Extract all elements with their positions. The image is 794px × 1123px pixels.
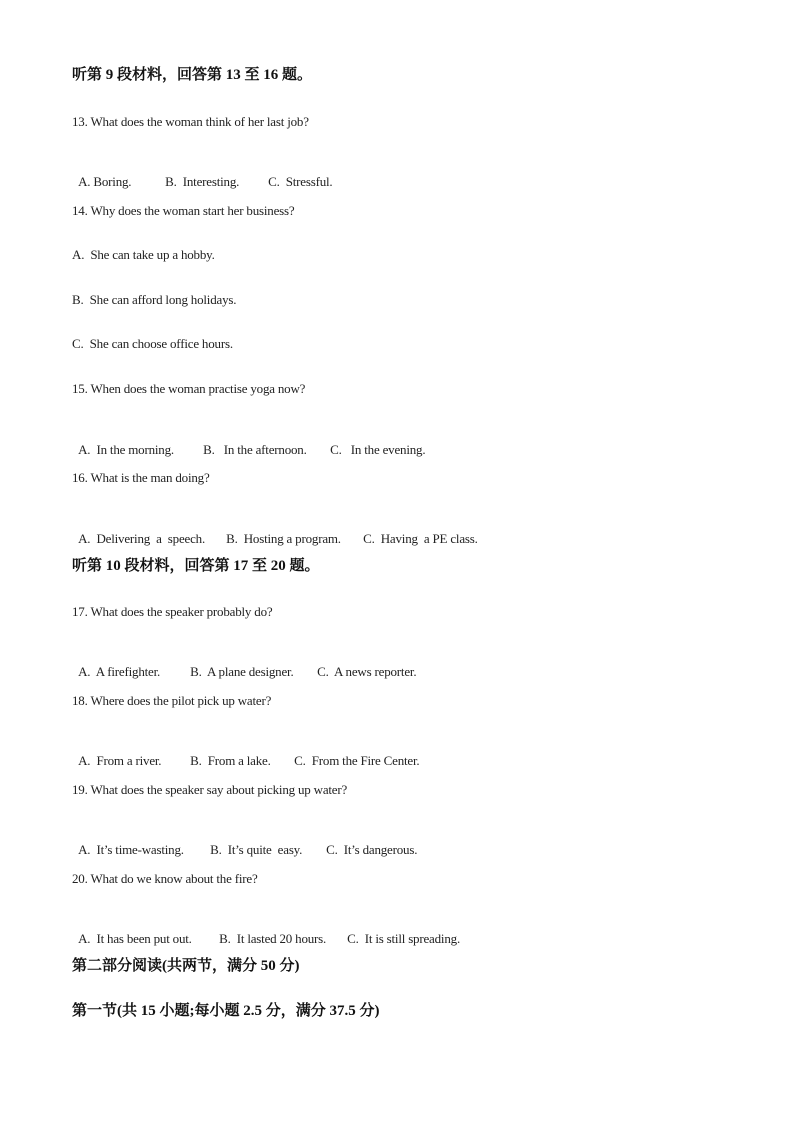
section-one-heading: 第一节(共 15 小题;每小题 2.5 分，满分 37.5 分) xyxy=(72,1003,380,1019)
question-18-options xyxy=(72,737,419,769)
question-14: 14. Why does the woman start her business? xyxy=(72,203,295,218)
option-a: A. It has been put out. xyxy=(78,931,192,946)
question-19-options xyxy=(72,826,417,858)
option-a: A. Delivering a speech. xyxy=(78,531,206,546)
question-16-options xyxy=(72,515,478,547)
option-c: C. In the evening. xyxy=(330,442,426,457)
section-9-heading: 听第 9 段材料，回答第 13 至 16 题。 xyxy=(72,67,313,83)
question-20: 20. What do we know about the fire? xyxy=(72,871,258,886)
question-18: 18. Where does the pilot pick up water? xyxy=(72,693,272,708)
question-14-option-b: B. She can afford long holidays. xyxy=(72,292,237,307)
question-15: 15. When does the woman practise yoga now? xyxy=(72,381,306,396)
question-14-option-c: C. She can choose office hours. xyxy=(72,336,233,351)
question-13: 13. What does the woman think of her last job? xyxy=(72,114,309,129)
question-15-options xyxy=(72,426,425,458)
question-17-options xyxy=(72,648,416,680)
option-c: C. It’s dangerous. xyxy=(326,842,418,857)
option-a: A. Boring. xyxy=(78,174,132,189)
option-b: B. From a lake. xyxy=(190,753,271,768)
option-a: A. In the morning. xyxy=(78,442,174,457)
option-c: C. Having a PE class. xyxy=(363,531,478,546)
question-17: 17. What does the speaker probably do? xyxy=(72,604,273,619)
option-b: B. A plane designer. xyxy=(190,664,294,679)
option-c: C. Stressful. xyxy=(268,174,333,189)
option-b: B. In the afternoon. xyxy=(203,442,307,457)
option-b: B. Hosting a program. xyxy=(226,531,341,546)
option-a: A. A firefighter. xyxy=(78,664,161,679)
part-two-heading: 第二部分阅读(共两节，满分 50 分) xyxy=(72,958,300,974)
question-14-option-a: A. She can take up a hobby. xyxy=(72,247,215,262)
option-a: A. From a river. xyxy=(78,753,162,768)
question-19: 19. What does the speaker say about picking up water? xyxy=(72,782,348,797)
question-13-options xyxy=(72,158,332,190)
option-b: B. Interesting. xyxy=(165,174,240,189)
option-a: A. It’s time-wasting. xyxy=(78,842,184,857)
question-20-options xyxy=(72,915,460,947)
option-c: C. From the Fire Center. xyxy=(294,753,420,768)
option-c: C. A news reporter. xyxy=(317,664,417,679)
option-c: C. It is still spreading. xyxy=(347,931,460,946)
section-10-heading: 听第 10 段材料，回答第 17 至 20 题。 xyxy=(72,558,320,574)
option-b: B. It lasted 20 hours. xyxy=(219,931,327,946)
option-b: B. It’s quite easy. xyxy=(210,842,303,857)
question-16: 16. What is the man doing? xyxy=(72,470,210,485)
